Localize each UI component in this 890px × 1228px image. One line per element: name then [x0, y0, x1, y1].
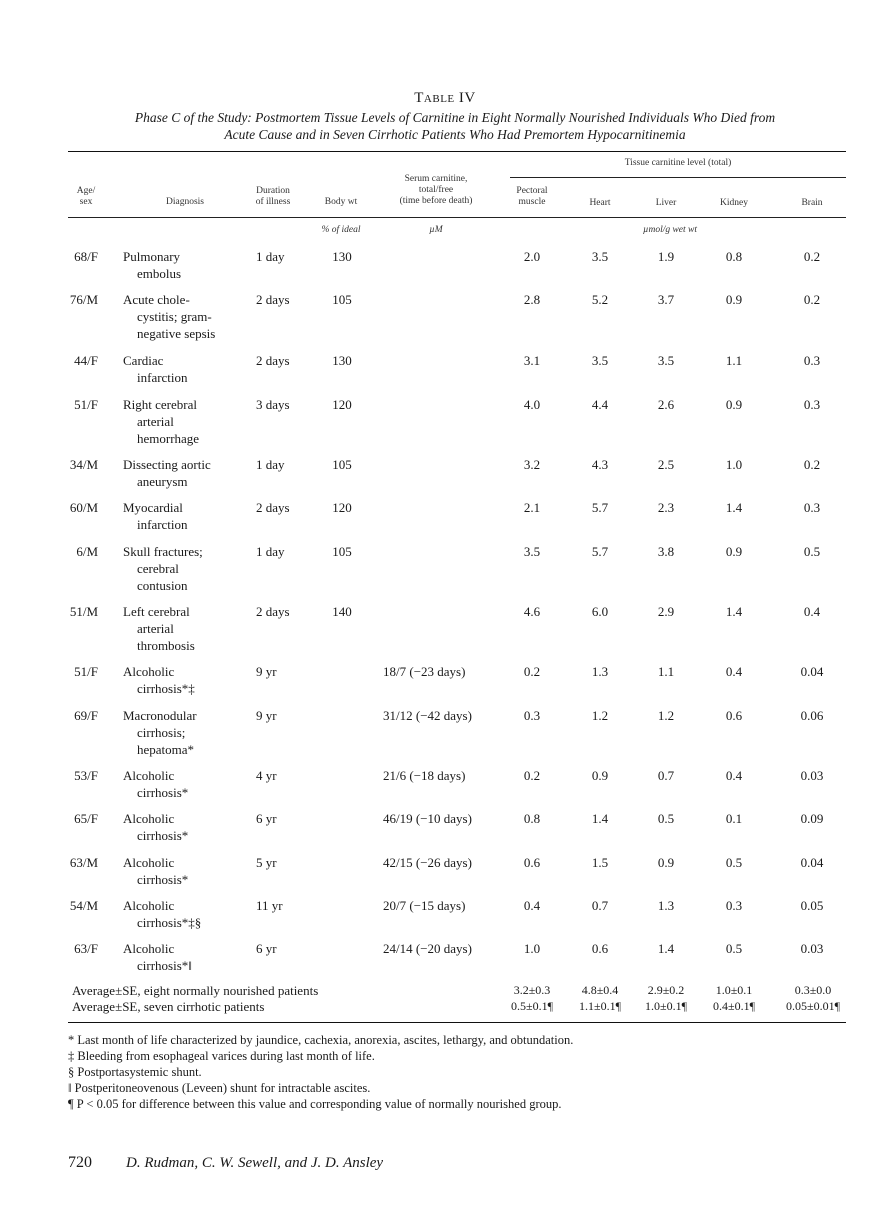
cell-duration: 3 days — [256, 397, 290, 412]
cell-pectoral: 0.3 — [523, 708, 541, 723]
cell-liver: 1.2 — [657, 708, 675, 723]
cell-diagnosis — [123, 854, 248, 888]
cell-kidney: 0.6 — [725, 708, 743, 723]
cell-kidney: 0.1 — [725, 811, 743, 826]
header-pectoral — [502, 186, 562, 208]
cell-brain: 0.4 — [803, 604, 821, 619]
cell-liver: 2.6 — [657, 397, 675, 412]
cell-brain: 0.04 — [800, 664, 824, 679]
cell-heart: 3.5 — [591, 249, 609, 264]
cell-kidney: 0.3 — [725, 898, 743, 913]
author-line: D. Rudman, C. W. Sewell, and J. D. Ansley — [126, 1155, 384, 1171]
cell-duration: 4 yr — [256, 768, 277, 783]
cell-diagnosis — [123, 248, 248, 282]
cell-age-sex: 51/M — [69, 604, 98, 619]
diagnosis-line: hemorrhage — [137, 431, 200, 446]
cell-liver: 0.7 — [657, 768, 675, 783]
header-bottom-rule — [68, 217, 846, 218]
cell-brain: 0.2 — [803, 292, 821, 307]
cell-age-sex: 44/F — [74, 353, 98, 368]
cell-heart: 4.4 — [591, 397, 609, 412]
cell-duration: 2 days — [256, 292, 290, 307]
diagnosis-line: Left cerebral — [123, 604, 190, 619]
cell-diagnosis — [123, 707, 248, 758]
diagnosis-line: cerebral — [137, 561, 179, 576]
diagnosis-line: Alcoholic — [123, 941, 175, 956]
table-title — [0, 90, 890, 107]
cell-liver: 1.3 — [657, 898, 675, 913]
cell-brain: 0.09 — [800, 811, 824, 826]
average-pectoral: 3.2±0.3 — [513, 983, 551, 997]
header-duration-line: Duration — [256, 186, 290, 196]
diagnosis-line: contusion — [137, 578, 188, 593]
diagnosis-line: cirrhosis* — [137, 785, 189, 800]
diagnosis-line: thrombosis — [137, 638, 195, 653]
cell-kidney: 0.9 — [725, 397, 743, 412]
average-pectoral: 0.5±0.1¶ — [510, 999, 554, 1013]
header-serum-line: Serum carnitine, — [404, 174, 468, 184]
diagnosis-line: Cardiac — [123, 353, 164, 368]
header-age-sex-line: sex — [79, 197, 93, 207]
cell-liver: 3.5 — [657, 353, 675, 368]
cell-diagnosis — [123, 396, 248, 447]
cell-kidney: 1.0 — [725, 457, 743, 472]
cell-brain: 0.05 — [800, 898, 824, 913]
cell-kidney: 0.8 — [725, 249, 743, 264]
header-heart: Heart — [589, 198, 611, 208]
cell-brain: 0.3 — [803, 500, 821, 515]
diagnosis-line: cirrhosis*‡§ — [137, 915, 202, 930]
cell-duration: 9 yr — [256, 708, 277, 723]
cell-heart: 5.7 — [591, 544, 609, 559]
diagnosis-line: negative sepsis — [137, 326, 216, 341]
cell-body-wt: 130 — [332, 353, 352, 368]
header-kidney: Kidney — [720, 198, 748, 208]
cell-duration: 6 yr — [256, 811, 277, 826]
cell-serum: 46/19 (−10 days) — [383, 811, 472, 826]
cell-age-sex: 51/F — [74, 664, 98, 679]
tissue-group-header: Tissue carnitine level (total) — [624, 158, 732, 168]
cell-heart: 5.2 — [591, 292, 609, 307]
header-duration — [244, 186, 302, 208]
cell-diagnosis — [123, 940, 248, 974]
unit-body-wt: % of ideal — [321, 225, 361, 235]
header-serum-line: (time before death) — [399, 196, 473, 206]
cell-kidney: 0.5 — [725, 855, 743, 870]
diagnosis-line: embolus — [137, 266, 182, 281]
cell-diagnosis — [123, 499, 248, 533]
diagnosis-line: Alcoholic — [123, 811, 175, 826]
table-caption-line-2: Acute Cause and in Seven Cirrhotic Patients Who Had Premortem Hypocarnitinemia — [224, 127, 686, 142]
cell-body-wt: 105 — [332, 457, 352, 472]
average-label: Average±SE, eight normally nourished patients — [72, 983, 319, 998]
diagnosis-line: Pulmonary — [123, 249, 181, 264]
diagnosis-line: cirrhosis*‖ — [137, 958, 192, 973]
header-serum — [380, 174, 492, 207]
cell-duration: 2 days — [256, 353, 290, 368]
footnote: § Postportasystemic shunt. — [68, 1065, 202, 1079]
cell-pectoral: 2.8 — [523, 292, 541, 307]
cell-liver: 2.5 — [657, 457, 675, 472]
cell-duration: 1 day — [256, 457, 285, 472]
cell-age-sex: 65/F — [74, 811, 98, 826]
cell-age-sex: 34/M — [69, 457, 98, 472]
cell-diagnosis — [123, 352, 248, 386]
header-liver: Liver — [655, 198, 677, 208]
header-diagnosis: Diagnosis — [166, 197, 204, 207]
cell-brain: 0.06 — [800, 708, 824, 723]
cell-body-wt: 105 — [332, 292, 352, 307]
table-top-rule — [68, 151, 846, 152]
cell-brain: 0.5 — [803, 544, 821, 559]
cell-diagnosis — [123, 810, 248, 844]
cell-diagnosis — [123, 767, 248, 801]
cell-body-wt: 130 — [332, 249, 352, 264]
average-heart: 1.1±0.1¶ — [578, 999, 622, 1013]
footnote: ‡ Bleeding from esophageal varices during last month of life. — [68, 1049, 375, 1063]
header-serum-line: total/free — [418, 185, 454, 195]
cell-duration: 9 yr — [256, 664, 277, 679]
header-brain: Brain — [801, 198, 823, 208]
diagnosis-line: Right cerebral — [123, 397, 197, 412]
diagnosis-line: Skull fractures; — [123, 544, 203, 559]
cell-diagnosis — [123, 456, 248, 490]
diagnosis-line: Acute chole- — [123, 292, 190, 307]
cell-pectoral: 1.0 — [523, 941, 541, 956]
cell-serum: 42/15 (−26 days) — [383, 855, 472, 870]
cell-liver: 0.9 — [657, 855, 675, 870]
diagnosis-line: arterial — [137, 414, 174, 429]
average-heart: 4.8±0.4 — [581, 983, 619, 997]
cell-body-wt: 120 — [332, 500, 352, 515]
cell-serum: 18/7 (−23 days) — [383, 664, 466, 679]
cell-body-wt: 120 — [332, 397, 352, 412]
cell-body-wt: 140 — [332, 604, 352, 619]
average-label: Average±SE, seven cirrhotic patients — [72, 999, 265, 1014]
diagnosis-line: hepatoma* — [137, 742, 195, 757]
cell-age-sex: 69/F — [74, 708, 98, 723]
cell-heart: 0.6 — [591, 941, 609, 956]
cell-brain: 0.3 — [803, 397, 821, 412]
footnote: ¶ P < 0.05 for difference between this value and corresponding value of normally nourished group. — [68, 1097, 562, 1111]
cell-heart: 4.3 — [591, 457, 609, 472]
cell-age-sex: 68/F — [74, 249, 98, 264]
cell-heart: 0.9 — [591, 768, 609, 783]
cell-pectoral: 0.8 — [523, 811, 541, 826]
cell-brain: 0.3 — [803, 353, 821, 368]
cell-pectoral: 0.2 — [523, 664, 541, 679]
cell-liver: 3.7 — [657, 292, 675, 307]
header-age-sex — [64, 186, 108, 208]
cell-pectoral: 4.6 — [523, 604, 541, 619]
footnote: * Last month of life characterized by jaundice, cachexia, anorexia, ascites, lethargy, and obtundation. — [68, 1033, 574, 1047]
table-caption — [60, 109, 850, 143]
cell-diagnosis — [123, 291, 248, 342]
header-duration-line: of illness — [255, 197, 291, 207]
cell-pectoral: 3.1 — [523, 353, 541, 368]
cell-liver: 2.3 — [657, 500, 675, 515]
cell-age-sex: 63/F — [74, 941, 98, 956]
diagnosis-line: infarction — [137, 517, 188, 532]
cell-diagnosis — [123, 897, 248, 931]
cell-age-sex: 51/F — [74, 397, 98, 412]
average-liver: 1.0±0.1¶ — [644, 999, 688, 1013]
table-bottom-rule — [68, 1022, 846, 1023]
cell-liver: 0.5 — [657, 811, 675, 826]
cell-brain: 0.03 — [800, 941, 824, 956]
cell-liver: 2.9 — [657, 604, 675, 619]
cell-kidney: 0.9 — [725, 292, 743, 307]
diagnosis-line: Alcoholic — [123, 664, 175, 679]
diagnosis-line: Myocardial — [123, 500, 183, 515]
cell-diagnosis — [123, 663, 248, 697]
cell-kidney: 0.4 — [725, 664, 743, 679]
cell-kidney: 1.1 — [725, 353, 743, 368]
cell-heart: 3.5 — [591, 353, 609, 368]
cell-heart: 6.0 — [591, 604, 609, 619]
diagnosis-line: Macronodular — [123, 708, 197, 723]
table-caption-line-1: Phase C of the Study: Postmortem Tissue Levels of Carnitine in Eight Normally Nourished Individuals Who Died from — [134, 110, 776, 125]
diagnosis-line: cystitis; gram- — [137, 309, 212, 324]
cell-age-sex: 54/M — [69, 898, 98, 913]
cell-kidney: 0.4 — [725, 768, 743, 783]
cell-pectoral: 3.2 — [523, 457, 541, 472]
tissue-group-rule — [510, 177, 846, 178]
cell-serum: 20/7 (−15 days) — [383, 898, 466, 913]
page-footer — [68, 1154, 383, 1172]
cell-kidney: 0.9 — [725, 544, 743, 559]
cell-duration: 11 yr — [256, 898, 283, 913]
diagnosis-line: cirrhosis* — [137, 872, 189, 887]
cell-age-sex: 63/M — [69, 855, 98, 870]
cell-age-sex: 76/M — [69, 292, 98, 307]
diagnosis-line: Alcoholic — [123, 768, 175, 783]
table-title-text: Table IV — [414, 90, 476, 106]
cell-diagnosis — [123, 543, 248, 594]
cell-heart: 1.5 — [591, 855, 609, 870]
cell-duration: 1 day — [256, 544, 285, 559]
cell-pectoral: 3.5 — [523, 544, 541, 559]
cell-serum: 31/12 (−42 days) — [383, 708, 472, 723]
page-number: 720 — [68, 1154, 92, 1171]
cell-pectoral: 0.2 — [523, 768, 541, 783]
average-kidney: 1.0±0.1 — [715, 983, 753, 997]
cell-pectoral: 2.1 — [523, 500, 541, 515]
cell-liver: 1.4 — [657, 941, 675, 956]
average-brain: 0.05±0.01¶ — [785, 999, 841, 1013]
diagnosis-line: cirrhosis* — [137, 828, 189, 843]
cell-pectoral: 4.0 — [523, 397, 541, 412]
cell-duration: 1 day — [256, 249, 285, 264]
cell-pectoral: 0.4 — [523, 898, 541, 913]
diagnosis-line: cirrhosis; — [137, 725, 186, 740]
cell-heart: 1.3 — [591, 664, 609, 679]
cell-serum: 24/14 (−20 days) — [383, 941, 472, 956]
cell-brain: 0.2 — [803, 249, 821, 264]
cell-heart: 0.7 — [591, 898, 609, 913]
diagnosis-line: cirrhosis*‡ — [137, 681, 195, 696]
diagnosis-line: Alcoholic — [123, 898, 175, 913]
header-pectoral-line: Pectoral — [516, 186, 548, 196]
cell-liver: 1.9 — [657, 249, 675, 264]
footnote: ‖ Postperitoneovenous (Leveen) shunt for intractable ascites. — [68, 1081, 371, 1095]
footnotes — [68, 1032, 848, 1112]
cell-heart: 1.2 — [591, 708, 609, 723]
cell-brain: 0.03 — [800, 768, 824, 783]
average-brain: 0.3±0.0 — [794, 983, 832, 997]
cell-duration: 2 days — [256, 604, 290, 619]
cell-age-sex: 60/M — [69, 500, 98, 515]
cell-age-sex: 6/M — [76, 544, 98, 559]
average-kidney: 0.4±0.1¶ — [712, 999, 756, 1013]
cell-duration: 5 yr — [256, 855, 277, 870]
diagnosis-line: aneurysm — [137, 474, 188, 489]
header-body-wt: Body wt — [324, 197, 358, 207]
cell-heart: 5.7 — [591, 500, 609, 515]
cell-kidney: 0.5 — [725, 941, 743, 956]
diagnosis-line: Dissecting aortic — [123, 457, 211, 472]
cell-diagnosis — [123, 603, 248, 654]
cell-duration: 6 yr — [256, 941, 277, 956]
cell-pectoral: 2.0 — [523, 249, 541, 264]
average-liver: 2.9±0.2 — [647, 983, 685, 997]
cell-liver: 1.1 — [657, 664, 675, 679]
unit-tissue: µmol/g wet wt — [642, 225, 698, 235]
diagnosis-line: infarction — [137, 370, 188, 385]
cell-kidney: 1.4 — [725, 500, 743, 515]
cell-kidney: 1.4 — [725, 604, 743, 619]
cell-heart: 1.4 — [591, 811, 609, 826]
diagnosis-line: arterial — [137, 621, 174, 636]
cell-duration: 2 days — [256, 500, 290, 515]
cell-body-wt: 105 — [332, 544, 352, 559]
cell-age-sex: 53/F — [74, 768, 98, 783]
header-pectoral-line: muscle — [518, 197, 546, 207]
unit-serum: µM — [429, 225, 443, 235]
diagnosis-line: Alcoholic — [123, 855, 175, 870]
cell-liver: 3.8 — [657, 544, 675, 559]
cell-serum: 21/6 (−18 days) — [383, 768, 466, 783]
header-age-sex-line: Age/ — [76, 186, 96, 196]
cell-brain: 0.2 — [803, 457, 821, 472]
cell-brain: 0.04 — [800, 855, 824, 870]
cell-pectoral: 0.6 — [523, 855, 541, 870]
